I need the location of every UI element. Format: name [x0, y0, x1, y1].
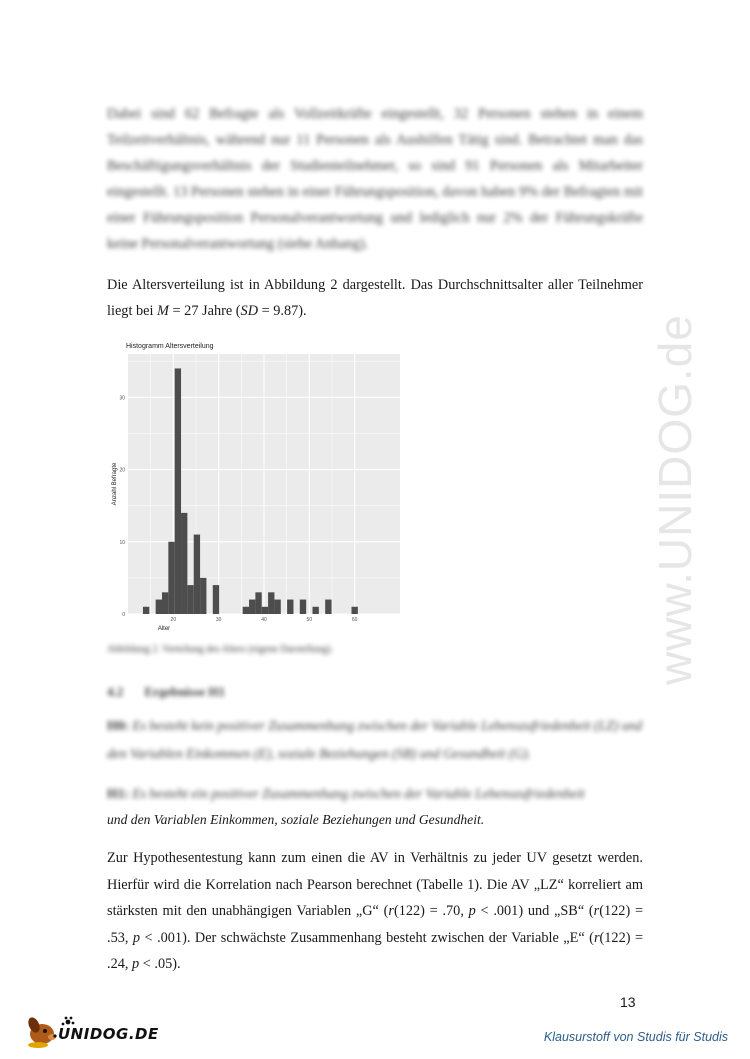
- histogram-bar: [162, 592, 168, 614]
- stat-symbol: r: [388, 903, 394, 919]
- results-text: (122) = .24,: [107, 929, 644, 972]
- results-text: (122) = .70,: [393, 903, 469, 919]
- stat-symbol: p: [132, 929, 141, 946]
- histogram-bar: [287, 600, 293, 614]
- histogram-bar: [181, 513, 187, 614]
- histogram-bar: [325, 600, 331, 614]
- histogram-bar: [255, 592, 261, 614]
- y-tick-label: 20: [119, 467, 125, 474]
- age-paragraph: [107, 272, 643, 324]
- x-tick-label: 20: [170, 617, 177, 623]
- results-text: < .001). Der schwächste Zusammenhang besteht zwischen der Variable „E“ (: [140, 929, 594, 946]
- stat-symbol: p: [132, 956, 140, 972]
- histogram-bar: [200, 578, 206, 614]
- x-axis-label: Alter: [157, 626, 171, 632]
- histogram-bar: [156, 600, 162, 614]
- x-tick-label: 50: [306, 617, 313, 623]
- y-tick-label: 30: [119, 395, 125, 402]
- y-tick-label: 0: [122, 612, 125, 618]
- histogram-bar: [274, 600, 280, 614]
- histogram-bar: [300, 600, 306, 614]
- histogram-bar: [194, 535, 200, 614]
- age-paragraph-text-2: = 27 Jahre (: [168, 303, 241, 319]
- footer-tagline: Klausurstoff von Studis für Studis: [543, 1030, 728, 1044]
- results-text: < .001) und „SB“ (: [475, 903, 594, 919]
- chart-title: Histogramm Altersverteilung: [126, 343, 214, 350]
- x-tick-label: 60: [351, 617, 358, 623]
- watermark: www.UNIDOG.de: [649, 314, 701, 686]
- y-axis-label: Anzahl Befragte: [112, 462, 118, 506]
- page-number: 13: [620, 994, 636, 1010]
- hypothesis-h1-line2: und den Variablen Einkommen, soziale Beziehungen und Gesundheit.: [107, 812, 485, 827]
- y-tick-label: 10: [119, 539, 125, 546]
- age-paragraph-text-1: Die Altersverteilung ist in Abbildung 2 dargestellt. Das Durchschnittsalter aller Teilnehmer liegt bei: [107, 277, 643, 319]
- section-title: Ergebnisse H1: [144, 684, 226, 699]
- histogram-bar: [268, 592, 274, 614]
- histogram-bar: [249, 600, 255, 614]
- histogram-bar: [243, 607, 249, 614]
- section-heading: [107, 684, 225, 700]
- x-tick-label: 40: [261, 617, 267, 623]
- histogram-bar: [262, 607, 268, 614]
- histogram-bar: [187, 585, 193, 614]
- histogram-bar: [351, 607, 357, 614]
- dog-icon: [26, 1016, 57, 1048]
- intro-paragraph: Dabei sind 62 Befragte als Vollzeitkräfte eingestellt, 32 Personen stehen in einem Teilzeitverhältnis, während nur 11 Personen als Aushilfen Tätig sind. Betrachtet man das Beschäftigungsverhältnis der Studienteilnehmer, so sind 91 Personen als Mitarbeiter eingestellt. 13 Personen stehen in einer Führungsposition, davon haben 9% der Befragten mit einer Führungsposition Personalverantwortung und lediglich nur 2% der Führungskräfte keine Personalverantwortung (siehe Anhang).: [107, 106, 643, 252]
- x-tick-label: 30: [215, 617, 222, 623]
- section-number: 4.2: [107, 684, 124, 699]
- histogram-bar: [313, 607, 319, 614]
- histogram-bar: [168, 542, 174, 614]
- stat-symbol: r: [593, 929, 600, 946]
- age-paragraph-text-3: = 9.87).: [258, 303, 307, 319]
- stat-symbol: r: [593, 903, 600, 919]
- mean-symbol: M: [157, 303, 169, 319]
- figure-caption: Abbildung 2. Verteilung des Alters (eigene Darstellung).: [107, 644, 333, 655]
- results-paragraph: [107, 845, 643, 978]
- logo-text: UNIDOG.DE: [58, 1025, 159, 1043]
- results-text: (122) = .53,: [107, 903, 644, 946]
- hypothesis-h0: [107, 712, 643, 768]
- histogram-bar: [213, 585, 219, 614]
- age-histogram: [108, 336, 408, 636]
- h1-text-line1: Es besteht ein positiver Zusammenhang zwischen der Variable Lebenszufriedenheit: [132, 786, 585, 801]
- sd-symbol: SD: [240, 303, 259, 319]
- results-text: < .05).: [139, 956, 181, 972]
- histogram-bar: [175, 368, 181, 614]
- h1-label: H1:: [107, 786, 129, 801]
- histogram-bar: [143, 607, 149, 614]
- h0-text: Es besteht kein positiver Zusammenhang zwischen der Variable Lebenszufriedenheit (LZ) und den Variablen Einkommen (E), soziale Beziehungen (SB) und Gesundheit (G).: [107, 718, 643, 761]
- h0-label: H0:: [107, 718, 129, 733]
- stat-symbol: p: [468, 903, 476, 919]
- results-text: Zur Hypothesentestung kann zum einen die AV in Verhältnis zu jeder UV gesetzt werden. Hierfür wird die Korrelation nach Pearson berechnet (Tabelle 1). Die AV „LZ“ korreliert am stärksten mit den unabhängigen Variablen „G“ (: [107, 850, 643, 919]
